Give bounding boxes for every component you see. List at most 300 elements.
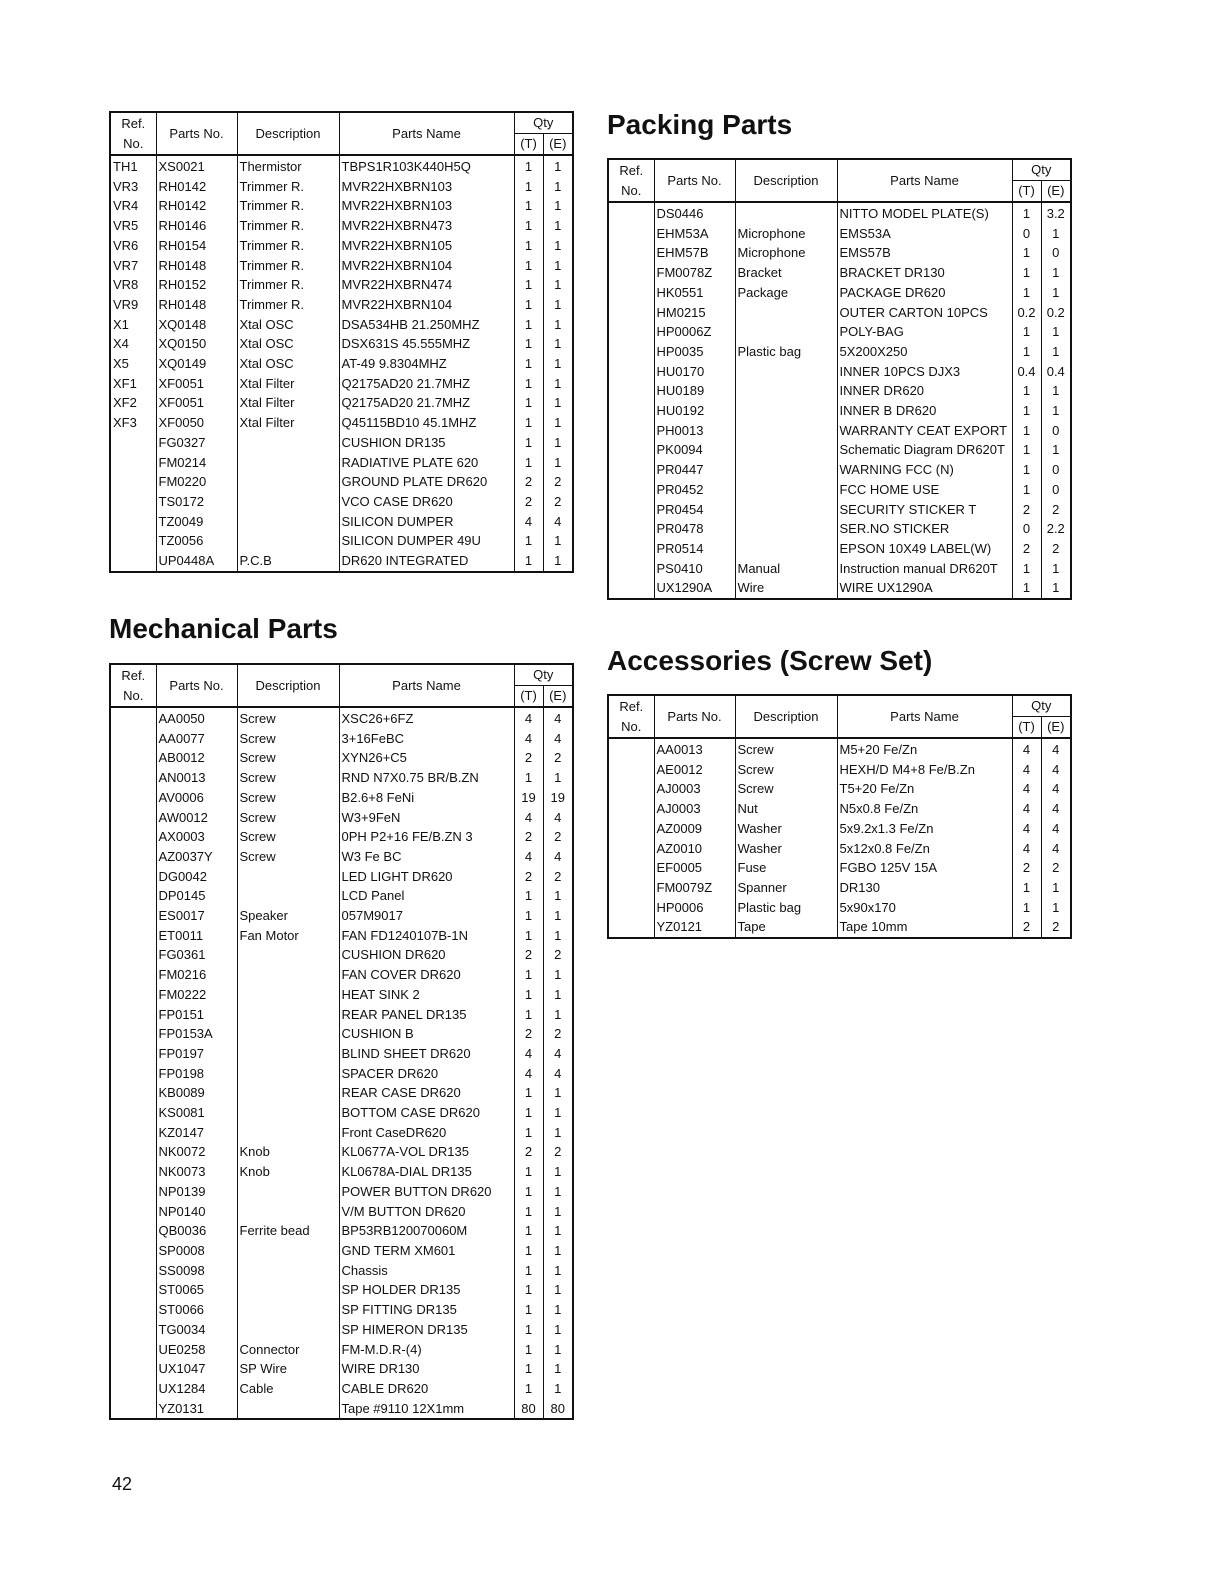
header-parts-no: Parts No. [156, 112, 237, 155]
parts-no: HM0215 [654, 303, 735, 323]
parts-no: PH0013 [654, 421, 735, 441]
parts-no: UX1284 [156, 1379, 237, 1399]
qty-t: 1 [1012, 578, 1041, 599]
table-row [608, 322, 1071, 342]
parts-name: FM-M.D.R-(4) [339, 1340, 514, 1360]
ref-no: TH1 [110, 155, 156, 177]
description [237, 1182, 339, 1202]
qty-t: 2 [514, 945, 543, 965]
description: Washer [735, 839, 837, 859]
table-row [110, 808, 573, 828]
description: Screw [237, 768, 339, 788]
header-ref-label: Ref. [121, 667, 146, 683]
parts-no: UX1290A [654, 578, 735, 599]
parts-name: CUSHION DR620 [339, 945, 514, 965]
table-row [608, 381, 1071, 401]
qty-e: 4 [543, 808, 573, 828]
description [237, 453, 339, 473]
table-row [110, 512, 573, 532]
description: Screw [237, 847, 339, 867]
parts-name: MVR22HXBRN103 [339, 177, 514, 197]
description: P.C.B [237, 551, 339, 572]
ref-no [110, 1083, 156, 1103]
parts-name: DR620 INTEGRATED [339, 551, 514, 572]
table-row [608, 401, 1071, 421]
qty-e: 2.2 [1041, 519, 1071, 539]
table-row [608, 898, 1071, 918]
qty-e: 4 [1041, 779, 1071, 799]
description: Screw [735, 760, 837, 780]
qty-e: 2 [543, 867, 573, 887]
parts-name: RADIATIVE PLATE 620 [339, 453, 514, 473]
header-parts-no: Parts No. [654, 159, 735, 202]
table-row [110, 965, 573, 985]
table-row [608, 519, 1071, 539]
description [237, 985, 339, 1005]
qty-e: 1 [1041, 401, 1071, 421]
description [237, 472, 339, 492]
electrical-parts-table [109, 111, 574, 573]
parts-no: FM0216 [156, 965, 237, 985]
mechanical-parts-table [109, 663, 574, 1420]
description [237, 531, 339, 551]
table-row [110, 354, 573, 374]
qty-e: 1 [543, 965, 573, 985]
ref-no [608, 799, 654, 819]
qty-e: 1 [543, 1202, 573, 1222]
table-row [110, 707, 573, 729]
description [735, 539, 837, 559]
parts-name: WARNING FCC (N) [837, 460, 1012, 480]
parts-no: RH0142 [156, 177, 237, 197]
header-parts-no: Parts No. [156, 664, 237, 707]
ref-no: VR3 [110, 177, 156, 197]
description [735, 362, 837, 382]
parts-name: Front CaseDR620 [339, 1123, 514, 1143]
parts-no: KS0081 [156, 1103, 237, 1123]
description: Fuse [735, 858, 837, 878]
qty-t: 1 [514, 1359, 543, 1379]
ref-no [608, 519, 654, 539]
description: Screw [237, 827, 339, 847]
qty-t: 1 [514, 551, 543, 572]
parts-no: HU0189 [654, 381, 735, 401]
qty-t: 2 [514, 1024, 543, 1044]
header-ref [608, 159, 654, 202]
parts-no: PR0447 [654, 460, 735, 480]
parts-name: SP HIMERON DR135 [339, 1320, 514, 1340]
description [237, 1064, 339, 1084]
parts-no: HP0006 [654, 898, 735, 918]
table-row [110, 768, 573, 788]
parts-no: TZ0056 [156, 531, 237, 551]
parts-name: BP53RB120070060M [339, 1221, 514, 1241]
qty-e: 1 [543, 1261, 573, 1281]
description: Screw [735, 779, 837, 799]
qty-e: 0.2 [1041, 303, 1071, 323]
description [735, 401, 837, 421]
description: Trimmer R. [237, 216, 339, 236]
qty-e: 1 [543, 906, 573, 926]
description: Trimmer R. [237, 236, 339, 256]
parts-name: BRACKET DR130 [837, 263, 1012, 283]
description: Bracket [735, 263, 837, 283]
ref-no [110, 453, 156, 473]
qty-t: 1 [514, 1379, 543, 1399]
qty-e: 1 [543, 1005, 573, 1025]
parts-no: HU0170 [654, 362, 735, 382]
parts-no: PR0452 [654, 480, 735, 500]
qty-e: 1 [543, 1083, 573, 1103]
table-row [608, 460, 1071, 480]
qty-t: 1 [514, 177, 543, 197]
description: Microphone [735, 224, 837, 244]
qty-t: 1 [514, 768, 543, 788]
ref-no [110, 433, 156, 453]
qty-t: 4 [514, 512, 543, 532]
table-row [110, 155, 573, 177]
qty-t: 1 [514, 433, 543, 453]
description: Trimmer R. [237, 256, 339, 276]
parts-no: HK0551 [654, 283, 735, 303]
parts-no: PK0094 [654, 440, 735, 460]
ref-no: XF2 [110, 393, 156, 413]
description: Package [735, 283, 837, 303]
qty-e: 1 [543, 1300, 573, 1320]
ref-no [110, 1024, 156, 1044]
parts-no: NK0073 [156, 1162, 237, 1182]
ref-no: VR4 [110, 196, 156, 216]
description: Xtal Filter [237, 413, 339, 433]
description: Spanner [735, 878, 837, 898]
qty-t: 4 [1012, 760, 1041, 780]
qty-e: 1 [543, 354, 573, 374]
ref-no: VR7 [110, 256, 156, 276]
header-qty-t: (T) [1012, 717, 1041, 739]
header-description: Description [237, 664, 339, 707]
table-row [110, 827, 573, 847]
qty-t: 1 [1012, 421, 1041, 441]
qty-e: 4 [543, 512, 573, 532]
parts-no: FP0151 [156, 1005, 237, 1025]
parts-name: B2.6+8 FeNi [339, 788, 514, 808]
table-row [110, 236, 573, 256]
qty-t: 1 [514, 1280, 543, 1300]
description: Manual [735, 559, 837, 579]
qty-t: 1 [514, 1300, 543, 1320]
header-qty: Qty [1012, 695, 1071, 717]
qty-t: 4 [514, 707, 543, 729]
table-row [608, 819, 1071, 839]
table-row [110, 1123, 573, 1143]
description: Trimmer R. [237, 295, 339, 315]
ref-no [110, 1142, 156, 1162]
qty-e: 2 [1041, 917, 1071, 938]
qty-e: 4 [1041, 738, 1071, 760]
qty-t: 1 [514, 1320, 543, 1340]
qty-t: 2 [514, 472, 543, 492]
table-row [608, 224, 1071, 244]
parts-no: HP0035 [654, 342, 735, 362]
parts-no: FP0198 [156, 1064, 237, 1084]
parts-name: GROUND PLATE DR620 [339, 472, 514, 492]
qty-e: 1 [543, 453, 573, 473]
qty-t: 80 [514, 1399, 543, 1420]
header-parts-name: Parts Name [837, 695, 1012, 738]
parts-no: RH0154 [156, 236, 237, 256]
qty-t: 1 [514, 1005, 543, 1025]
qty-t: 4 [514, 729, 543, 749]
description [735, 440, 837, 460]
qty-t: 1 [514, 1162, 543, 1182]
table-row [110, 886, 573, 906]
qty-t: 1 [514, 1261, 543, 1281]
table-row [110, 393, 573, 413]
header-ref [608, 695, 654, 738]
parts-no: KZ0147 [156, 1123, 237, 1143]
table-row [110, 1280, 573, 1300]
table-row [608, 202, 1071, 224]
parts-name: Tape #9110 12X1mm [339, 1399, 514, 1420]
parts-no: AZ0010 [654, 839, 735, 859]
table-row [608, 342, 1071, 362]
ref-no [110, 1162, 156, 1182]
parts-no: FP0153A [156, 1024, 237, 1044]
description: Speaker [237, 906, 339, 926]
parts-no: RH0142 [156, 196, 237, 216]
table-row [110, 216, 573, 236]
ref-no [608, 460, 654, 480]
parts-name: SP FITTING DR135 [339, 1300, 514, 1320]
header-description: Description [237, 112, 339, 155]
parts-no: YZ0131 [156, 1399, 237, 1420]
parts-name: DR130 [837, 878, 1012, 898]
parts-no: FG0327 [156, 433, 237, 453]
parts-name: KL0678A-DIAL DR135 [339, 1162, 514, 1182]
table-row [110, 1202, 573, 1222]
description: Nut [735, 799, 837, 819]
ref-no [110, 729, 156, 749]
ref-no [608, 500, 654, 520]
ref-no [608, 342, 654, 362]
ref-no [608, 224, 654, 244]
qty-e: 4 [543, 1044, 573, 1064]
qty-e: 1 [543, 1379, 573, 1399]
ref-no [608, 440, 654, 460]
parts-name: W3+9FeN [339, 808, 514, 828]
table-row [110, 453, 573, 473]
description: Connector [237, 1340, 339, 1360]
ref-no [110, 492, 156, 512]
qty-t: 1 [514, 906, 543, 926]
parts-no: UE0258 [156, 1340, 237, 1360]
description: Cable [237, 1379, 339, 1399]
ref-no [110, 707, 156, 729]
header-ref-label: Ref. [121, 115, 146, 131]
parts-no: ET0011 [156, 926, 237, 946]
ref-no [608, 303, 654, 323]
parts-no: FP0197 [156, 1044, 237, 1064]
parts-name: M5+20 Fe/Zn [837, 738, 1012, 760]
qty-t: 2 [1012, 917, 1041, 938]
packing-parts-section [607, 109, 1072, 600]
parts-no: FM0220 [156, 472, 237, 492]
parts-no: PR0454 [654, 500, 735, 520]
qty-e: 1 [543, 1123, 573, 1143]
qty-t: 1 [514, 1340, 543, 1360]
description [237, 1280, 339, 1300]
parts-name: Q2175AD20 21.7MHZ [339, 393, 514, 413]
parts-name: FAN COVER DR620 [339, 965, 514, 985]
ref-no [110, 985, 156, 1005]
header-description: Description [735, 159, 837, 202]
parts-name: DSA534HB 21.250MHZ [339, 315, 514, 335]
table-row [608, 480, 1071, 500]
parts-no: DP0145 [156, 886, 237, 906]
table-row [110, 1044, 573, 1064]
table-row [110, 315, 573, 335]
description: Microphone [735, 243, 837, 263]
qty-e: 1 [1041, 440, 1071, 460]
qty-e: 1 [543, 1320, 573, 1340]
parts-no: AA0013 [654, 738, 735, 760]
qty-e: 2 [543, 472, 573, 492]
description [735, 519, 837, 539]
parts-name: LCD Panel [339, 886, 514, 906]
qty-e: 1 [543, 295, 573, 315]
qty-e: 1 [1041, 878, 1071, 898]
qty-e: 4 [1041, 819, 1071, 839]
table-row [608, 440, 1071, 460]
parts-name: POLY-BAG [837, 322, 1012, 342]
parts-no: PS0410 [654, 559, 735, 579]
header-ref-no: No. [621, 718, 642, 734]
parts-name: FCC HOME USE [837, 480, 1012, 500]
table-row [110, 945, 573, 965]
ref-no [608, 917, 654, 938]
qty-t: 1 [514, 374, 543, 394]
table-row [110, 295, 573, 315]
qty-t: 1 [514, 216, 543, 236]
ref-no [608, 738, 654, 760]
parts-name: W3 Fe BC [339, 847, 514, 867]
parts-no: AA0050 [156, 707, 237, 729]
table-row [110, 1083, 573, 1103]
parts-no: XQ0150 [156, 334, 237, 354]
mechanical-parts-title: Mechanical Parts [109, 613, 338, 644]
ref-no [110, 906, 156, 926]
ref-no [110, 945, 156, 965]
parts-name: SILICON DUMPER 49U [339, 531, 514, 551]
qty-e: 1 [1041, 224, 1071, 244]
parts-no: HP0006Z [654, 322, 735, 342]
parts-no: ST0065 [156, 1280, 237, 1300]
table-row [608, 799, 1071, 819]
parts-no: AV0006 [156, 788, 237, 808]
parts-no: RH0146 [156, 216, 237, 236]
qty-t: 2 [514, 827, 543, 847]
parts-no: RH0152 [156, 275, 237, 295]
header-qty-t: (T) [514, 134, 543, 156]
description: Ferrite bead [237, 1221, 339, 1241]
header-qty-e: (E) [1041, 717, 1071, 739]
ref-no [110, 1123, 156, 1143]
parts-name: WARRANTY CEAT EXPORT [837, 421, 1012, 441]
qty-t: 1 [1012, 898, 1041, 918]
ref-no [608, 858, 654, 878]
table-row [110, 177, 573, 197]
qty-t: 1 [514, 196, 543, 216]
ref-no: VR8 [110, 275, 156, 295]
qty-t: 1 [1012, 401, 1041, 421]
table-row [110, 926, 573, 946]
qty-t: 1 [1012, 342, 1041, 362]
qty-t: 2 [1012, 539, 1041, 559]
qty-t: 1 [514, 236, 543, 256]
qty-t: 1 [514, 965, 543, 985]
ref-no [608, 819, 654, 839]
table-row [110, 374, 573, 394]
ref-no [110, 867, 156, 887]
description: Xtal OSC [237, 334, 339, 354]
parts-name: Tape 10mm [837, 917, 1012, 938]
parts-name: CUSHION DR135 [339, 433, 514, 453]
ref-no: VR6 [110, 236, 156, 256]
ref-no [110, 1064, 156, 1084]
header-qty-t: (T) [514, 686, 543, 708]
description: Xtal OSC [237, 354, 339, 374]
parts-no: FG0361 [156, 945, 237, 965]
description: Trimmer R. [237, 177, 339, 197]
table-row [110, 275, 573, 295]
parts-name: SER.NO STICKER [837, 519, 1012, 539]
parts-name: MVR22HXBRN473 [339, 216, 514, 236]
description [237, 1123, 339, 1143]
description: Plastic bag [735, 898, 837, 918]
qty-t: 1 [1012, 440, 1041, 460]
description: Trimmer R. [237, 275, 339, 295]
parts-no: NP0140 [156, 1202, 237, 1222]
table-row [110, 1221, 573, 1241]
qty-t: 0.4 [1012, 362, 1041, 382]
table-row [110, 729, 573, 749]
ref-no [608, 539, 654, 559]
qty-t: 1 [1012, 263, 1041, 283]
parts-name: Chassis [339, 1261, 514, 1281]
qty-t: 2 [514, 748, 543, 768]
description: Knob [237, 1142, 339, 1162]
ref-no [110, 1399, 156, 1420]
table-row [608, 539, 1071, 559]
table-row [110, 334, 573, 354]
parts-no: AW0012 [156, 808, 237, 828]
table-row [110, 1103, 573, 1123]
qty-e: 2 [543, 945, 573, 965]
table-row [608, 738, 1071, 760]
packing-parts-table [607, 158, 1072, 600]
parts-no: SP0008 [156, 1241, 237, 1261]
qty-e: 2 [1041, 858, 1071, 878]
table-row [608, 760, 1071, 780]
parts-no: AZ0009 [654, 819, 735, 839]
table-row [110, 1182, 573, 1202]
qty-e: 2 [1041, 500, 1071, 520]
table-row [608, 421, 1071, 441]
description [735, 421, 837, 441]
qty-e: 1 [543, 334, 573, 354]
header-ref [110, 112, 156, 155]
table-row [608, 283, 1071, 303]
